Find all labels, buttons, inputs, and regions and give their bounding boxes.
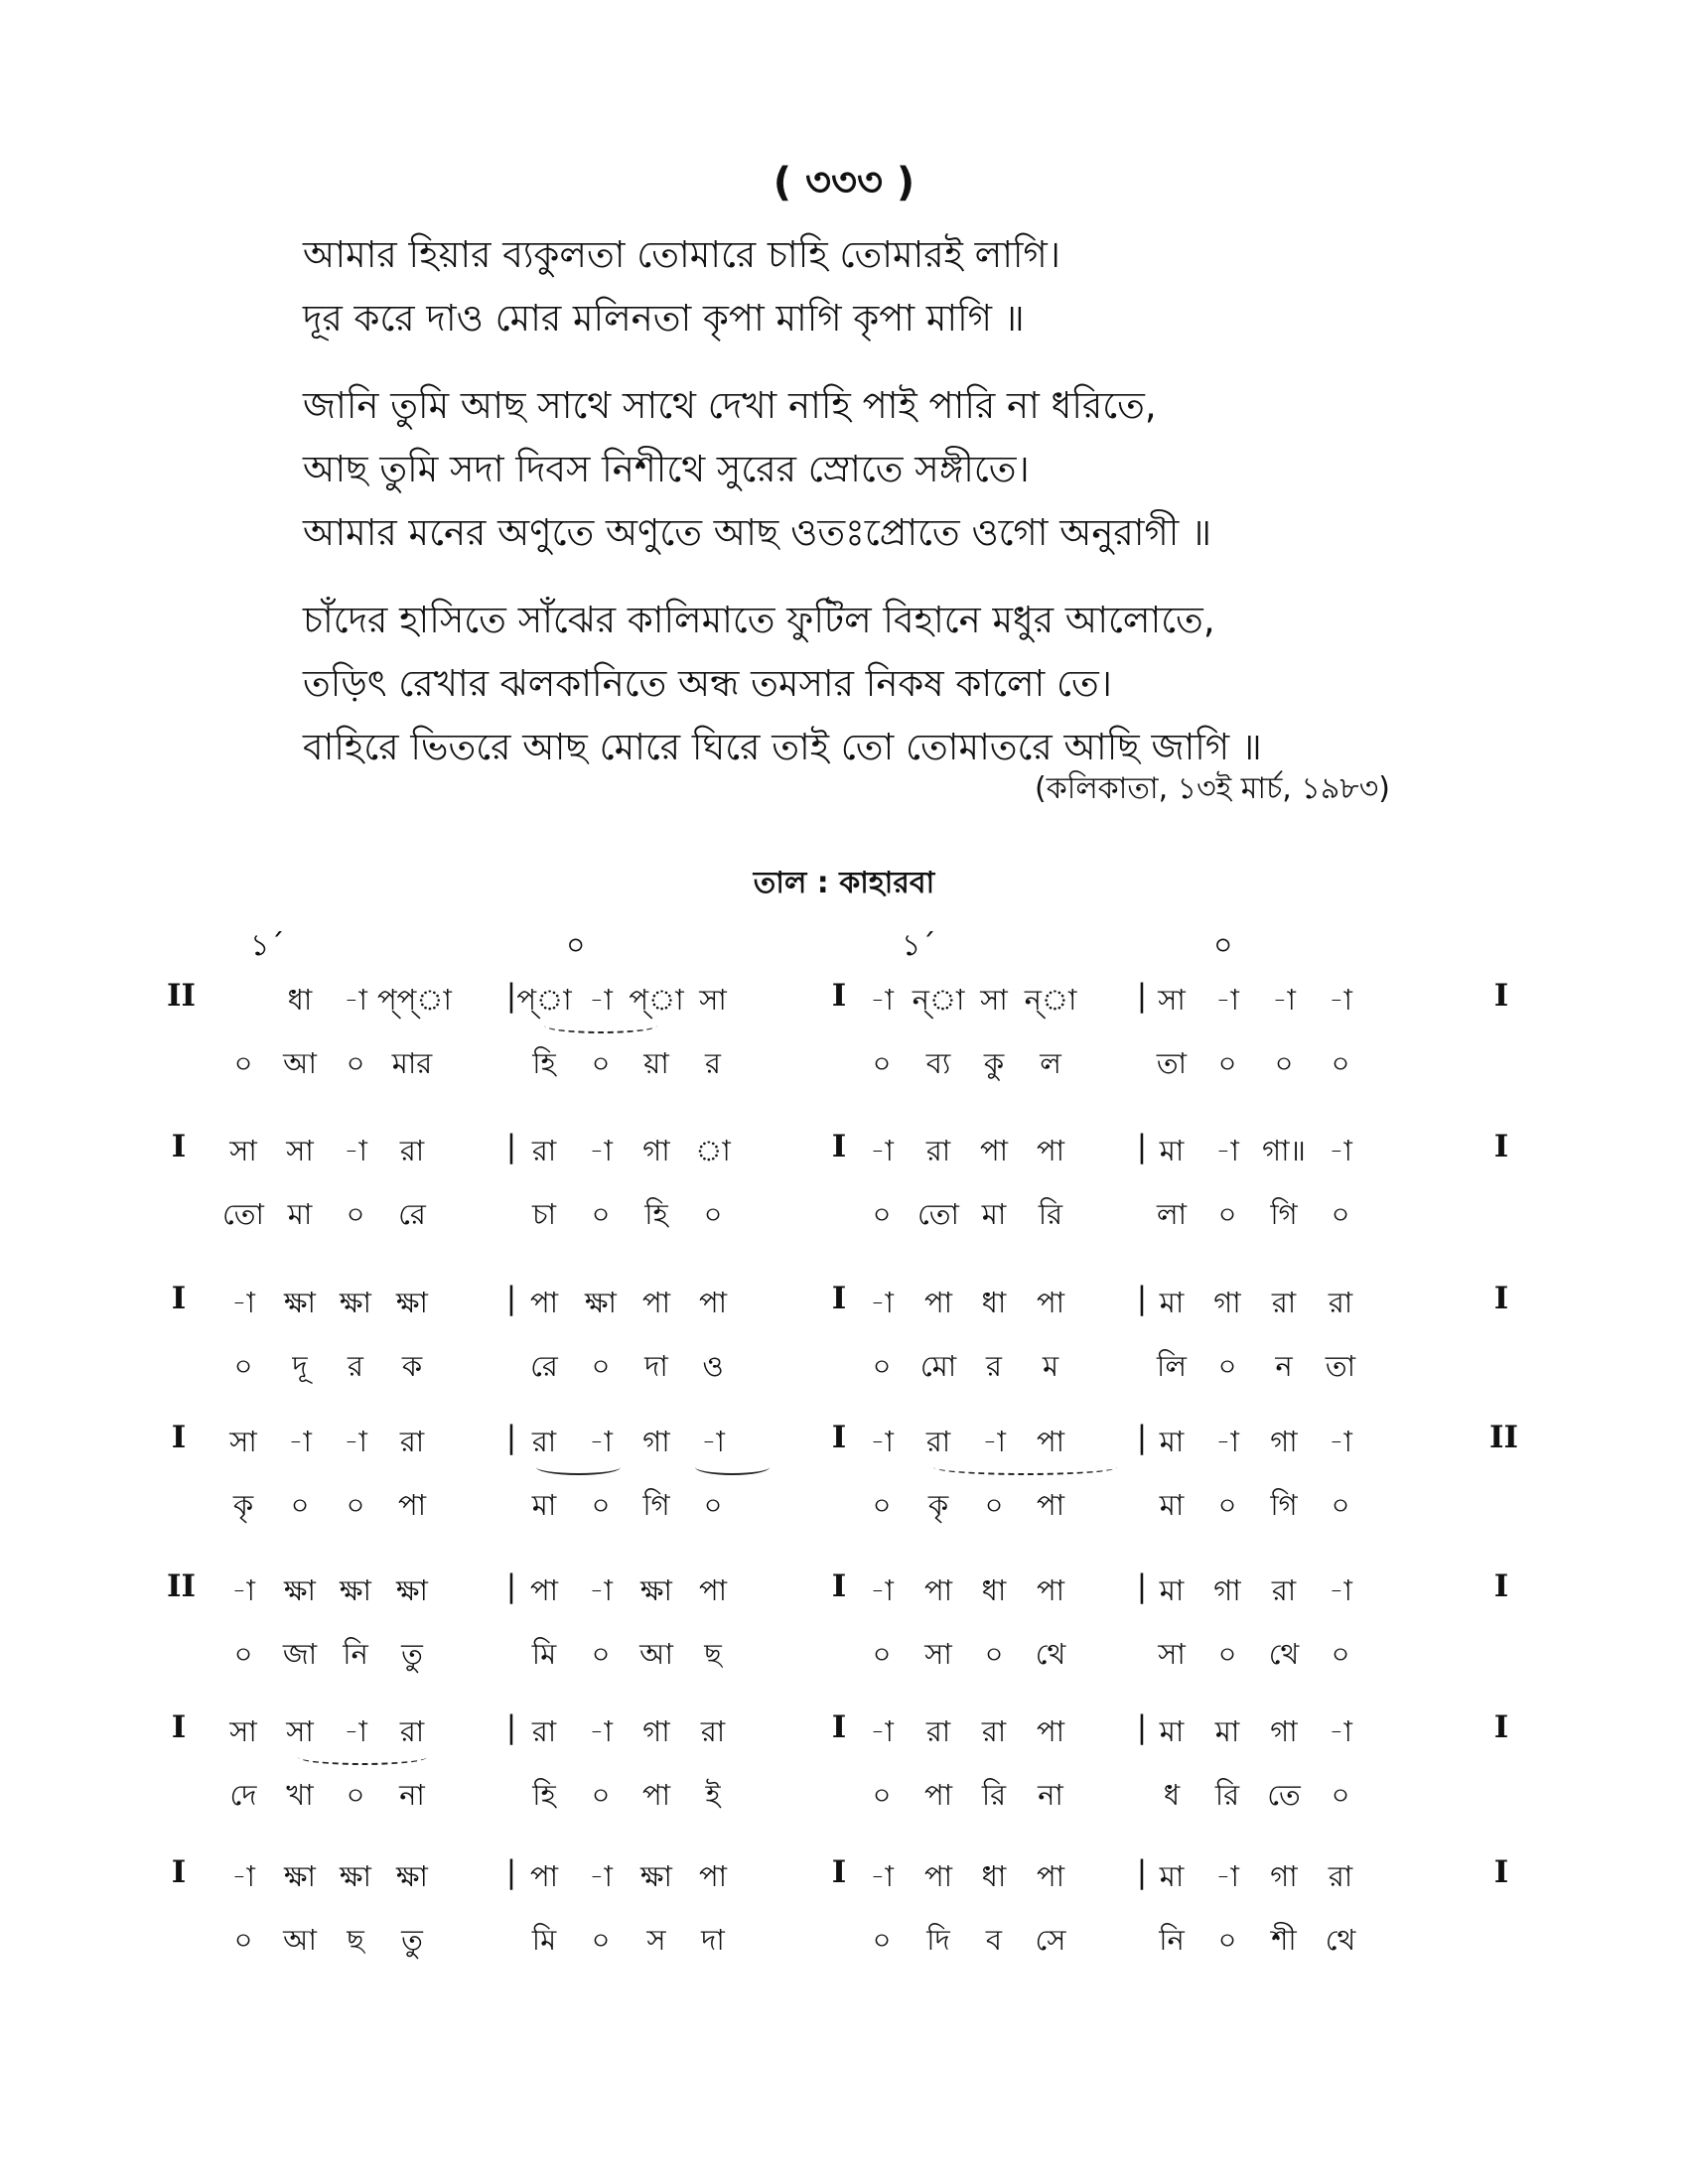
lyric-syllable: না [399, 1778, 425, 1812]
swara-note: -া [589, 983, 613, 1017]
lyric-syllable: ০ [872, 1488, 892, 1522]
swara-note: ধা [981, 1573, 1007, 1607]
swara-note: -া [1272, 983, 1296, 1017]
vibhag-barline: | [505, 1854, 517, 1890]
swara-note: সা [229, 1714, 257, 1748]
lyric-syllable: ০ [1274, 1046, 1294, 1080]
lyric-syllable: ০ [233, 1637, 253, 1671]
swara-note: সা [229, 1134, 257, 1167]
swara-note: -া [1329, 1714, 1352, 1748]
lyric-syllable: মো [919, 1349, 957, 1383]
swara-note: মা [1159, 1134, 1185, 1167]
meend-slur [933, 1459, 1117, 1475]
swara-note: পা [529, 1859, 559, 1893]
swara-note: গা [642, 1714, 670, 1748]
swara-note: -া [231, 1286, 255, 1319]
swara-note: ক্ষা [640, 1573, 672, 1607]
row-start-barline: I [171, 1854, 187, 1890]
swara-note: -া [1329, 1425, 1352, 1458]
lyric-syllable: মা [1159, 1488, 1185, 1522]
lyric-syllable: রি [1214, 1778, 1240, 1812]
lyric-syllable: ও [702, 1349, 724, 1383]
swara-note: -া [1215, 1134, 1239, 1167]
swara-note: রা [399, 1714, 425, 1748]
row-end-barline: II [1489, 1420, 1519, 1455]
meend-slur [544, 1018, 657, 1033]
swara-note: -া [1329, 1573, 1352, 1607]
swara-note: রা [531, 1134, 557, 1167]
swara-note: গা [1213, 1573, 1241, 1607]
swara-note: ক্ষা [340, 1573, 371, 1607]
lyric-syllable: ক [401, 1349, 423, 1383]
swara-note: ক্ষা [284, 1573, 316, 1607]
lyric-syllable: ০ [872, 1637, 892, 1671]
swara-note: -া [344, 1425, 367, 1458]
lyric-syllable: হি [532, 1046, 556, 1080]
swara-note: ন্া [912, 983, 965, 1017]
lyric-syllable: ০ [591, 1637, 611, 1671]
lyric-syllable: সে [1035, 1923, 1066, 1957]
lyric-syllable: রি [1038, 1197, 1063, 1231]
swara-note: রা [531, 1714, 557, 1748]
lyric-syllable: মা [981, 1197, 1007, 1231]
swara-note: ক্ষা [340, 1859, 371, 1893]
swara-note: ক্ষা [396, 1573, 428, 1607]
lyric-syllable: র [705, 1046, 721, 1080]
lyric-syllable: ০ [346, 1778, 365, 1812]
swara-note: রা [981, 1714, 1007, 1748]
swara-note: রা [1328, 1286, 1353, 1319]
meend-slur [695, 1459, 770, 1475]
swara-note: ধা [287, 983, 313, 1017]
vibhag-barline: | [505, 1420, 517, 1455]
swara-note: গা [1270, 1425, 1298, 1458]
lyric-syllable: ০ [703, 1488, 723, 1522]
swara-note: -া [231, 1573, 255, 1607]
swara-note: -া [344, 1134, 367, 1167]
swara-note: -া [701, 1425, 725, 1458]
meend-slur [298, 1749, 427, 1765]
vibhag-barline: | [505, 1569, 517, 1604]
lyric-syllable: তা [1156, 1046, 1188, 1080]
lyric-syllable: ০ [984, 1488, 1004, 1522]
swara-note: মা [1159, 1859, 1185, 1893]
lyric-line: জানি তুমি আছ সাথে সাথে দেখা নাহি পাই পারি না ধরিতে, [303, 384, 1157, 427]
lyric-syllable: ০ [872, 1778, 892, 1812]
lyric-syllable: ০ [346, 1197, 365, 1231]
swara-note: -া [231, 1859, 255, 1893]
vibhag-barline: | [1136, 1569, 1148, 1604]
taal-label: তাল : কাহারবা [753, 866, 935, 900]
swara-note: গা [642, 1425, 670, 1458]
lyric-syllable: হি [644, 1197, 668, 1231]
lyric-syllable: ০ [591, 1923, 611, 1957]
swara-note: ক্ষা [284, 1286, 316, 1319]
vibhag-barline: I [831, 1129, 847, 1164]
beat-marker: ১´ [250, 928, 285, 963]
swara-note: -া [1329, 1134, 1352, 1167]
lyric-syllable: চা [531, 1197, 557, 1231]
lyric-syllable: ০ [1217, 1637, 1237, 1671]
page-number: ( ৩৩৩ ) [773, 160, 915, 205]
stanza [303, 374, 1445, 565]
vibhag-barline: | [505, 1281, 517, 1316]
swara-note: মা [1214, 1714, 1240, 1748]
row-start-barline: II [167, 1569, 197, 1604]
lyric-syllable: তু [401, 1637, 423, 1671]
swara-note: রা [925, 1425, 951, 1458]
lyric-syllable: আ [283, 1923, 317, 1957]
lyric-syllable: ০ [346, 1046, 365, 1080]
vibhag-barline: I [831, 978, 847, 1014]
swara-note: গা [1270, 1714, 1298, 1748]
lyric-syllable: দি [926, 1923, 950, 1957]
row-start-barline: I [171, 1129, 187, 1164]
lyric-syllable: র [986, 1349, 1002, 1383]
swara-note: ক্ষা [340, 1286, 371, 1319]
swara-note: পা [1036, 1425, 1065, 1458]
lyric-syllable: মি [531, 1923, 557, 1957]
swara-note: মা [1159, 1714, 1185, 1748]
swara-note: সা [1158, 983, 1186, 1017]
lyric-syllable: খা [286, 1778, 314, 1812]
swara-note: ধা [981, 1286, 1007, 1319]
lyric-syllable: জা [282, 1637, 318, 1671]
swara-note: পা [698, 1286, 728, 1319]
stanza [303, 589, 1445, 779]
lyric-syllable: মার [391, 1046, 433, 1080]
lyric-syllable: ন [1275, 1349, 1293, 1383]
vibhag-barline: | [1136, 1420, 1148, 1455]
swara-note: প্া [516, 983, 572, 1017]
row-end-barline: I [1493, 1569, 1509, 1604]
swara-note: -া [1215, 1859, 1239, 1893]
swara-note: পা [1036, 1714, 1065, 1748]
swara-note: ক্ষা [640, 1859, 672, 1893]
lyric-syllable: ০ [346, 1488, 365, 1522]
notation-row [0, 1420, 1688, 1569]
lyric-syllable: ০ [591, 1778, 611, 1812]
swara-note: -া [1215, 1425, 1239, 1458]
swara-note: পা [923, 1286, 953, 1319]
swara-note: পা [698, 1859, 728, 1893]
lyric-syllable: মা [531, 1488, 557, 1522]
lyric-syllable: নি [343, 1637, 368, 1671]
lyric-syllable: ০ [591, 1197, 611, 1231]
notation-row [0, 1854, 1688, 2003]
swara-note: সা [286, 1134, 314, 1167]
swara-note: -া [288, 1425, 312, 1458]
vibhag-barline: I [831, 1709, 847, 1745]
vibhag-barline: I [831, 1854, 847, 1890]
row-end-barline: I [1493, 1281, 1509, 1316]
lyric-syllable: কু [983, 1046, 1005, 1080]
lyric-syllable: ০ [233, 1349, 253, 1383]
swara-note: সা [699, 983, 727, 1017]
lyric-syllable: কৃ [927, 1488, 949, 1522]
lyric-syllable: দে [229, 1778, 257, 1812]
lyric-line: বাহিরে ভিতরে আছ মোরে ঘিরে তাই তো তোমাতরে আছি জাগি ॥ [303, 726, 1262, 768]
notation-row [0, 1709, 1688, 1858]
lyric-syllable: ম [1042, 1349, 1059, 1383]
lyric-syllable: গি [1270, 1488, 1298, 1522]
lyric-syllable: পা [641, 1778, 671, 1812]
lyric-line: আমার মনের অণুতে অণুতে আছ ওতঃপ্রোতে ওগো অনুরাগী ॥ [303, 511, 1212, 554]
swara-note: া [695, 1134, 731, 1167]
lyric-syllable: ০ [872, 1046, 892, 1080]
swara-note: রা [1271, 1573, 1297, 1607]
lyric-syllable: গি [1270, 1197, 1298, 1231]
lyric-syllable: তে [1267, 1778, 1301, 1812]
lyric-syllable: ছ [347, 1923, 364, 1957]
stanza [303, 223, 1445, 350]
swara-note: -া [589, 1714, 613, 1748]
swara-note: মা [1159, 1425, 1185, 1458]
vibhag-barline: | [505, 1709, 517, 1745]
vibhag-barline: | [1136, 978, 1148, 1014]
swara-note: -া [344, 1714, 367, 1748]
lyric-syllable: মি [531, 1637, 557, 1671]
lyric-syllable: রে [530, 1349, 558, 1383]
lyric-syllable: ০ [233, 1923, 253, 1957]
swara-note: -া [344, 983, 367, 1017]
swara-note: গা [642, 1134, 670, 1167]
row-start-barline: II [167, 978, 197, 1014]
lyric-line: তড়িৎ রেখার ঝলকানিতে অন্ধ তমসার নিকষ কালো তে। [303, 662, 1113, 705]
lyric-syllable: আ [639, 1637, 673, 1671]
beat-marker: ০ [566, 928, 586, 963]
lyric-syllable: ০ [591, 1488, 611, 1522]
swara-note: পা [923, 1859, 953, 1893]
swara-note: পা [698, 1573, 728, 1607]
lyric-line: আছ তুমি সদা দিবস নিশীথে সুরের স্রোতে সঙ্গীতে। [303, 448, 1030, 490]
swara-note: -া [870, 1859, 894, 1893]
vibhag-barline: I [831, 1420, 847, 1455]
vibhag-barline: | [1136, 1281, 1148, 1316]
notation-row [0, 1129, 1688, 1278]
lyric-syllable: র [348, 1349, 363, 1383]
row-end-barline: I [1493, 1854, 1509, 1890]
swara-note: পা [923, 1573, 953, 1607]
lyric-syllable: থে [1268, 1637, 1300, 1671]
swara-note: গা [1270, 1859, 1298, 1893]
notation-row [0, 1569, 1688, 1717]
swara-note: গা॥ [1262, 1134, 1306, 1167]
swara-note: -া [982, 1425, 1006, 1458]
swara-note: রা [925, 1714, 951, 1748]
lyric-syllable: ০ [1217, 1923, 1237, 1957]
swara-note: ন্া [1024, 983, 1077, 1017]
swara-note: সা [286, 1714, 314, 1748]
lyric-syllable: ০ [1331, 1778, 1350, 1812]
lyric-line: আমার হিয়ার ব্যকুলতা তোমারে চাহি তোমারই লাগি। [303, 233, 1060, 276]
row-start-barline: I [171, 1281, 187, 1316]
lyric-syllable: ০ [591, 1349, 611, 1383]
lyric-syllable: তা [1325, 1349, 1356, 1383]
swara-note: রা [925, 1134, 951, 1167]
swara-note: মা [1159, 1286, 1185, 1319]
lyric-syllable: লি [1157, 1349, 1187, 1383]
swara-note: -া [589, 1573, 613, 1607]
swara-note: ক্ষা [585, 1286, 617, 1319]
swara-note: পা [529, 1573, 559, 1607]
lyric-syllable: ০ [233, 1046, 253, 1080]
lyric-syllable: দূ [292, 1349, 308, 1383]
swara-note: রা [1328, 1859, 1353, 1893]
row-end-barline: I [1493, 1709, 1509, 1745]
lyric-syllable: গি [642, 1488, 670, 1522]
vibhag-barline: | [505, 978, 517, 1014]
swara-note: -া [589, 1859, 613, 1893]
vibhag-barline: I [831, 1569, 847, 1604]
lyric-syllable: ০ [1217, 1349, 1237, 1383]
lyric-syllable: ব [985, 1923, 1003, 1957]
row-end-barline: I [1493, 978, 1509, 1014]
lyric-syllable: ০ [591, 1046, 611, 1080]
swara-note: রা [700, 1714, 726, 1748]
lyric-syllable: ০ [1217, 1046, 1237, 1080]
vibhag-barline: | [1136, 1854, 1148, 1890]
lyric-syllable: ল [1040, 1046, 1061, 1080]
lyric-syllable: হি [532, 1778, 556, 1812]
lyric-syllable: ০ [703, 1197, 723, 1231]
lyric-syllable: লা [1156, 1197, 1188, 1231]
lyric-syllable: তো [917, 1197, 959, 1231]
lyric-syllable: ০ [984, 1637, 1004, 1671]
swara-note: রা [399, 1134, 425, 1167]
swara-note: ক্ষা [284, 1859, 316, 1893]
swara-note: ক্ষা [396, 1286, 428, 1319]
lyric-syllable: তু [401, 1923, 423, 1957]
swara-note: প্া [629, 983, 684, 1017]
swara-note: ধা [981, 1859, 1007, 1893]
lyric-syllable: ধ [1163, 1778, 1181, 1812]
lyric-syllable: ০ [1217, 1197, 1237, 1231]
swara-note: প্প্া [377, 983, 452, 1017]
lyric-syllable: শী [1271, 1923, 1297, 1957]
lyric-syllable: আ [283, 1046, 317, 1080]
lyric-syllable: ০ [1331, 1488, 1350, 1522]
swara-note: সা [229, 1425, 257, 1458]
swara-note: -া [870, 1286, 894, 1319]
notation-row [0, 978, 1688, 1127]
swara-note: -া [870, 1573, 894, 1607]
swara-note: গা [1213, 1286, 1241, 1319]
lyric-syllable: থে [1035, 1637, 1066, 1671]
place-date: (কলিকাতা, ১৩ই মার্চ, ১৯৮৩) [1035, 771, 1390, 806]
swara-note: -া [589, 1425, 613, 1458]
lyric-syllable: ০ [1331, 1197, 1350, 1231]
lyric-syllable: স [646, 1923, 666, 1957]
swara-note: রা [399, 1425, 425, 1458]
lyric-syllable: রি [981, 1778, 1007, 1812]
swara-note: পা [979, 1134, 1009, 1167]
swara-note: -া [589, 1134, 613, 1167]
lyric-syllable: সা [1158, 1637, 1186, 1671]
lyric-syllable: না [1038, 1778, 1063, 1812]
vibhag-barline: I [831, 1281, 847, 1316]
swara-note: -া [870, 983, 894, 1017]
row-start-barline: I [171, 1420, 187, 1455]
lyric-syllable: ০ [872, 1349, 892, 1383]
lyric-syllable: দা [644, 1349, 668, 1383]
swara-note: পা [1036, 1859, 1065, 1893]
vibhag-barline: | [505, 1129, 517, 1164]
lyric-syllable: পা [397, 1488, 427, 1522]
lyric-syllable: ০ [1217, 1488, 1237, 1522]
swara-note: পা [1036, 1286, 1065, 1319]
lyric-syllable: রে [398, 1197, 426, 1231]
lyric-syllable: ০ [1331, 1046, 1350, 1080]
lyric-syllable: ছ [704, 1637, 722, 1671]
lyric-line: দূর করে দাও মোর মলিনতা কৃপা মাগি কৃপা মাগি ॥ [303, 297, 1025, 340]
lyric-syllable: ০ [290, 1488, 310, 1522]
lyric-syllable: দা [701, 1923, 725, 1957]
swara-note: পা [641, 1286, 671, 1319]
lyric-syllable: ব্য [925, 1046, 951, 1080]
lyric-syllable: মা [287, 1197, 313, 1231]
lyric-syllable: থে [1325, 1923, 1356, 1957]
swara-note: মা [1159, 1573, 1185, 1607]
meend-slur [536, 1459, 621, 1475]
lyric-syllable: কৃ [232, 1488, 254, 1522]
lyric-syllable: ০ [872, 1197, 892, 1231]
beat-marker: ০ [1213, 928, 1233, 963]
swara-note: -া [1215, 983, 1239, 1017]
lyric-syllable: য়া [643, 1046, 669, 1080]
swara-note: -া [870, 1134, 894, 1167]
swara-note: রা [1271, 1286, 1297, 1319]
swara-note: ক্ষা [396, 1859, 428, 1893]
notation-row [0, 1281, 1688, 1430]
swara-note: পা [1036, 1134, 1065, 1167]
swara-note: -া [870, 1714, 894, 1748]
lyric-syllable: ০ [1331, 1637, 1350, 1671]
vibhag-barline: | [1136, 1129, 1148, 1164]
lyric-syllable: নি [1159, 1923, 1185, 1957]
beat-marker: ১´ [902, 928, 936, 963]
row-start-barline: I [171, 1709, 187, 1745]
lyric-syllable: পা [1036, 1488, 1065, 1522]
lyric-syllable: সা [924, 1637, 952, 1671]
swara-note: -া [1329, 983, 1352, 1017]
row-end-barline: I [1493, 1129, 1509, 1164]
swara-note: -া [870, 1425, 894, 1458]
lyric-syllable: তো [222, 1197, 264, 1231]
lyric-line: চাঁদের হাসিতে সাঁঝের কালিমাতে ফুটিল বিহানে মধুর আলোতে, [303, 599, 1215, 641]
swara-note: রা [531, 1425, 557, 1458]
lyric-syllable: ০ [872, 1923, 892, 1957]
vibhag-barline: | [1136, 1709, 1148, 1745]
swara-note: পা [1036, 1573, 1065, 1607]
lyrics [303, 223, 1445, 803]
lyric-syllable: ই [705, 1778, 721, 1812]
swara-note: সা [980, 983, 1008, 1017]
lyric-syllable: পা [923, 1778, 953, 1812]
swara-note: পা [529, 1286, 559, 1319]
